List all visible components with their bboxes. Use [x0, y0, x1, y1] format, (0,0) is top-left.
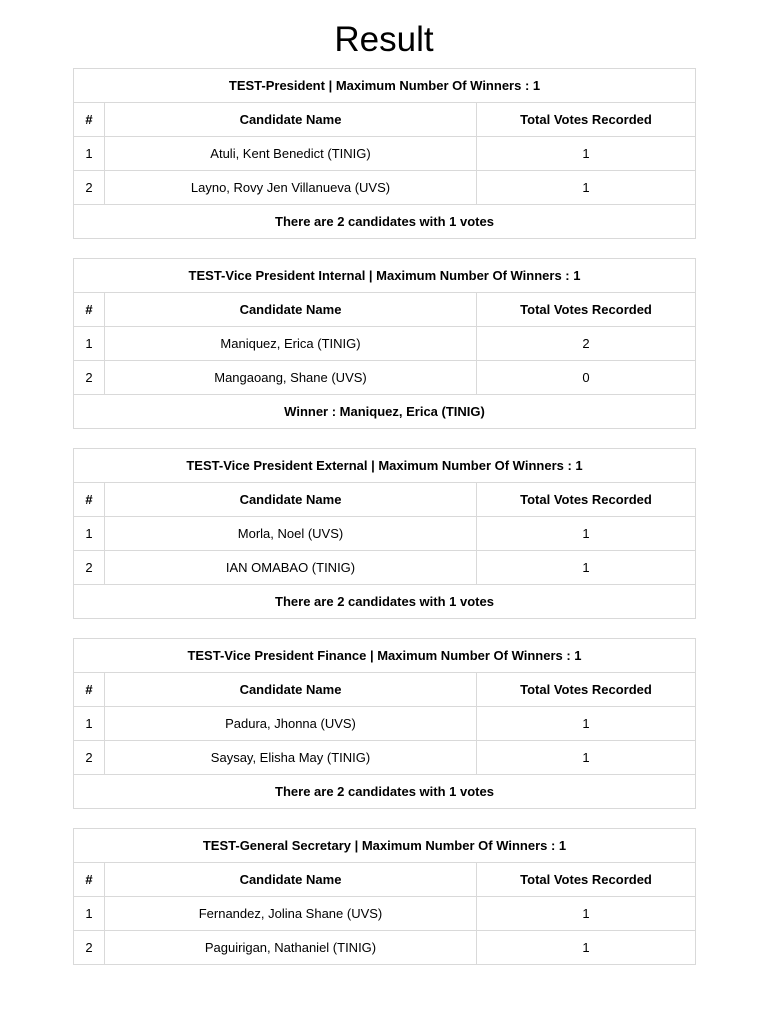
- position-footer: There are 2 candidates with 1 votes: [74, 585, 696, 619]
- column-header-name: Candidate Name: [105, 863, 477, 897]
- candidate-name: Padura, Jhonna (UVS): [105, 707, 477, 741]
- position-result-table: [73, 68, 696, 239]
- column-header-name: Candidate Name: [105, 673, 477, 707]
- table-row: [74, 707, 696, 741]
- column-header-votes: Total Votes Recorded: [477, 293, 696, 327]
- column-header-number: #: [74, 293, 105, 327]
- candidate-number: 1: [74, 137, 105, 171]
- column-header-name: Candidate Name: [105, 293, 477, 327]
- column-header-row: [74, 863, 696, 897]
- candidate-votes: 1: [477, 137, 696, 171]
- position-footer: There are 2 candidates with 1 votes: [74, 205, 696, 239]
- candidate-votes: 1: [477, 171, 696, 205]
- position-result-table: [73, 448, 696, 619]
- position-header: TEST-President | Maximum Number Of Winners : 1: [74, 69, 696, 103]
- position-result-table: [73, 828, 696, 965]
- position-header: TEST-Vice President External | Maximum Number Of Winners : 1: [74, 449, 696, 483]
- table-row: [74, 171, 696, 205]
- column-header-number: #: [74, 483, 105, 517]
- position-header-row: [74, 259, 696, 293]
- candidate-number: 2: [74, 171, 105, 205]
- column-header-votes: Total Votes Recorded: [477, 483, 696, 517]
- position-header-row: [74, 639, 696, 673]
- candidate-number: 2: [74, 361, 105, 395]
- candidate-number: 1: [74, 517, 105, 551]
- candidate-votes: 0: [477, 361, 696, 395]
- candidate-name: Atuli, Kent Benedict (TINIG): [105, 137, 477, 171]
- column-header-votes: Total Votes Recorded: [477, 863, 696, 897]
- position-header: TEST-Vice President Internal | Maximum Number Of Winners : 1: [74, 259, 696, 293]
- position-footer-row: [74, 585, 696, 619]
- position-header-row: [74, 69, 696, 103]
- candidate-name: Layno, Rovy Jen Villanueva (UVS): [105, 171, 477, 205]
- column-header-name: Candidate Name: [105, 483, 477, 517]
- position-footer-row: [74, 395, 696, 429]
- candidate-votes: 2: [477, 327, 696, 361]
- column-header-row: [74, 293, 696, 327]
- candidate-votes: 1: [477, 931, 696, 965]
- table-row: [74, 327, 696, 361]
- position-result-table: [73, 638, 696, 809]
- results-container: [73, 68, 695, 965]
- candidate-name: Paguirigan, Nathaniel (TINIG): [105, 931, 477, 965]
- candidate-number: 2: [74, 551, 105, 585]
- candidate-number: 2: [74, 741, 105, 775]
- table-row: [74, 931, 696, 965]
- position-footer: There are 2 candidates with 1 votes: [74, 775, 696, 809]
- candidate-votes: 1: [477, 707, 696, 741]
- position-footer-row: [74, 205, 696, 239]
- column-header-number: #: [74, 863, 105, 897]
- candidate-name: Fernandez, Jolina Shane (UVS): [105, 897, 477, 931]
- column-header-row: [74, 673, 696, 707]
- position-footer-row: [74, 775, 696, 809]
- position-header-row: [74, 449, 696, 483]
- candidate-name: Maniquez, Erica (TINIG): [105, 327, 477, 361]
- candidate-number: 2: [74, 931, 105, 965]
- candidate-name: Saysay, Elisha May (TINIG): [105, 741, 477, 775]
- candidate-votes: 1: [477, 551, 696, 585]
- page-title: Result: [334, 20, 434, 59]
- column-header-number: #: [74, 103, 105, 137]
- candidate-name: Mangaoang, Shane (UVS): [105, 361, 477, 395]
- position-header: TEST-Vice President Finance | Maximum Number Of Winners : 1: [74, 639, 696, 673]
- candidate-name: IAN OMABAO (TINIG): [105, 551, 477, 585]
- candidate-number: 1: [74, 897, 105, 931]
- column-header-votes: Total Votes Recorded: [477, 673, 696, 707]
- position-header-row: [74, 829, 696, 863]
- table-row: [74, 517, 696, 551]
- column-header-name: Candidate Name: [105, 103, 477, 137]
- candidate-name: Morla, Noel (UVS): [105, 517, 477, 551]
- candidate-votes: 1: [477, 517, 696, 551]
- table-row: [74, 551, 696, 585]
- position-header: TEST-General Secretary | Maximum Number Of Winners : 1: [74, 829, 696, 863]
- table-row: [74, 897, 696, 931]
- position-footer: Winner : Maniquez, Erica (TINIG): [74, 395, 696, 429]
- column-header-row: [74, 483, 696, 517]
- candidate-votes: 1: [477, 897, 696, 931]
- candidate-number: 1: [74, 707, 105, 741]
- column-header-votes: Total Votes Recorded: [477, 103, 696, 137]
- column-header-number: #: [74, 673, 105, 707]
- candidate-number: 1: [74, 327, 105, 361]
- table-row: [74, 137, 696, 171]
- table-row: [74, 361, 696, 395]
- table-row: [74, 741, 696, 775]
- position-result-table: [73, 258, 696, 429]
- candidate-votes: 1: [477, 741, 696, 775]
- column-header-row: [74, 103, 696, 137]
